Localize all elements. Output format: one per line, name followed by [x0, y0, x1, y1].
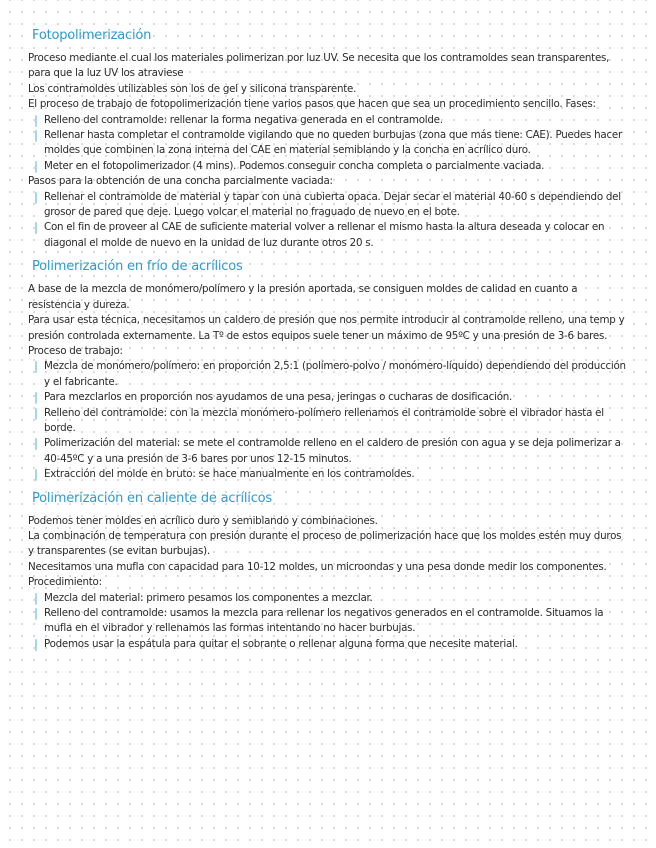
list-item: Mezcla del material: primero pesamos los componentes a mezclar.	[28, 591, 630, 606]
list-item: Relleno del contramolde: usamos la mezcla para rellenar los negativos generados en el contramolde. Situamos la mufla en el vibrador y rellenamos las formas intentando no hacer burbujas.	[28, 606, 630, 637]
list-item: Relleno del contramolde: rellenar la forma negativa generada en el contramolde.	[28, 113, 630, 128]
paragraph: Necesitamos una mufla con capacidad para 10-12 moldes, un microondas y una pesa donde medir los componentes. Procedimiento:	[28, 560, 607, 589]
paragraph: Pasos para la obtención de una concha parcialmente vaciada:	[28, 175, 333, 188]
paragraph: La combinación de temperatura con presión durante el proceso de polimerización hace que los moldes estén muy duros y transparentes (se evitan burbujas).	[28, 529, 622, 558]
list-item: Podemos usar la espátula para quitar el sobrante o rellenar alguna forma que necesite material.	[28, 637, 630, 652]
paragraph: Los contramoldes utilizables son los de gel y silicona transparente.	[28, 82, 357, 95]
list-item: Con el fin de proveer al CAE de suficiente material volver a rellenar el mismo hasta la altura deseada y colocar en diagonal el molde de nuevo en la unidad de luz durante otros 20 s.	[28, 220, 630, 251]
list-item: Meter en el fotopolimerizador (4 mins). Podemos conseguir concha completa o parcialmente vaciada.	[28, 159, 630, 174]
section-title: Fotopolimerización	[32, 28, 152, 43]
paragraph: Para usar esta técnica, necesitamos un caldero de presión que nos permite introducir al contramolde relleno, una temp y presión controlada externamente. La Tº de estos equipos suele tener un máximo de 95ºC y una presión de 3-6 bares. Proceso de trabajo:	[28, 314, 625, 357]
section-title: Polimerización en frío de acrílicos	[32, 259, 243, 275]
section-polimerizacion-frio	[28, 259, 630, 482]
list-item: Mezcla de monómero/polímero: en proporción 2,5:1 (polímero-polvo / monómero-líquido) dependiendo del producción y el fabricante.	[28, 359, 630, 390]
paragraph: Proceso mediante el cual los materiales polimerizan por luz UV. Se necesita que los contramoldes sean transparentes, para que la luz UV los atraviese	[28, 52, 610, 80]
paragraph: El proceso de trabajo de fotopolimerización tiene varios pasos que hacen que sea un procedimiento sencillo. Fases:	[28, 98, 596, 111]
paragraph: Podemos tener moldes en acrílico duro y semiblando y combinaciones.	[28, 514, 378, 527]
list-item: Rellenar el contramolde de material y tapar con una cubierta opaca. Dejar secar el material 40-60 s dependiendo del grosor de pared que deje. Luego volcar el material no fraguado de nuevo en el bote.	[28, 190, 630, 221]
list-item: Polimerización del material: se mete el contramolde relleno en el caldero de presión con agua y se deja polimerizar a 40-45ºC y a una presión de 3-6 bares por unos 12-15 minutos.	[28, 436, 630, 467]
list-item: Relleno del contramolde: con la mezcla monómero-polímero rellenamos el contramolde sobre el vibrador hasta el borde.	[28, 406, 630, 437]
list-item: Rellenar hasta completar el contramolde vigilando que no queden burbujas (zona que más tiene: CAE). Puedes hacer moldes que combinen la zona interna del CAE en material semiblando y la concha en acrílico duro.	[28, 128, 630, 159]
section-polimerizacion-caliente	[28, 491, 630, 653]
list-item: Para mezclarlos en proporción nos ayudamos de una pesa, jeringas o cucharas de dosificación.	[28, 390, 630, 405]
section-title: Polimerización en caliente de acrílicos	[32, 490, 272, 506]
paragraph: A base de la mezcla de monómero/polímero y la presión aportada, se consiguen moldes de calidad en cuanto a resistencia y dureza.	[28, 283, 578, 311]
list-item: Extracción del molde en bruto: se hace manualmente en los contramoldes.	[28, 467, 630, 482]
section-fotopolimerizacion	[28, 28, 630, 251]
